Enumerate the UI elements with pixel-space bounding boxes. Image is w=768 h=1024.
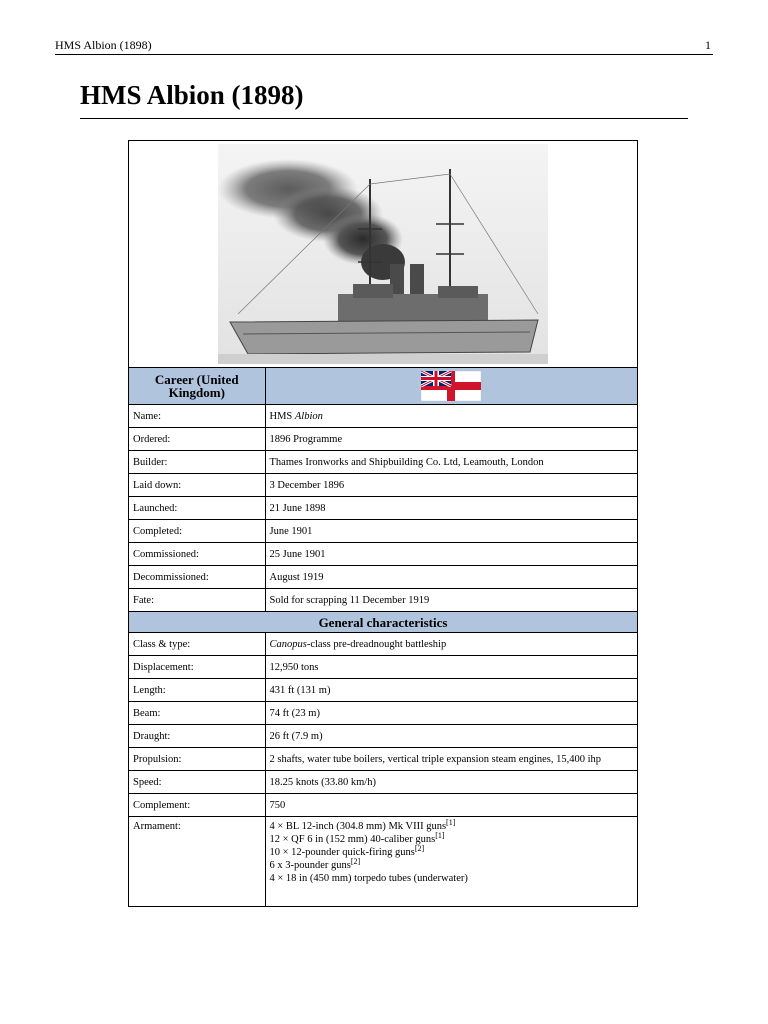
- armament-item-text: 10 × 12-pounder quick-firing guns: [269, 847, 415, 858]
- commissioned-label: Commissioned:: [129, 543, 265, 566]
- name-value: [265, 405, 637, 428]
- speed-label: Speed:: [129, 771, 265, 794]
- beam-label: Beam:: [129, 702, 265, 725]
- beam-row: [129, 702, 637, 725]
- armament-value: [265, 817, 637, 907]
- length-value: 431 ft (131 m): [265, 679, 637, 702]
- length-row: [129, 679, 637, 702]
- armament-item: [270, 833, 634, 846]
- armament-item: [270, 820, 634, 833]
- armament-item-text: 4 × 18 in (450 mm) torpedo tubes (underwater): [269, 873, 468, 884]
- ordered-label: Ordered:: [129, 428, 265, 451]
- complement-row: [129, 794, 637, 817]
- complement-label: Complement:: [129, 794, 265, 817]
- citation-link[interactable]: [2]: [414, 844, 425, 853]
- ship-photo-frame: [129, 141, 637, 368]
- completed-value: June 1901: [265, 520, 637, 543]
- decommissioned-value: August 1919: [265, 566, 637, 589]
- name-row: [129, 405, 637, 428]
- complement-value: 750: [265, 794, 637, 817]
- fate-value: Sold for scrapping 11 December 1919: [265, 589, 637, 612]
- armament-item-text: 4 × BL 12-inch (304.8 mm) Mk VIII guns: [269, 821, 447, 832]
- citation-link[interactable]: [1]: [435, 831, 445, 840]
- name-value-italic: Albion: [294, 410, 323, 422]
- armament-item-text: 6 x 3-pounder guns: [269, 860, 351, 871]
- name-value-prefix: HMS: [269, 410, 295, 422]
- completed-label: Completed:: [129, 520, 265, 543]
- armament-item: [270, 859, 634, 872]
- displacement-row: [129, 656, 637, 679]
- ship-infobox: [128, 140, 638, 907]
- armament-row: [129, 817, 637, 907]
- career-heading: Career (United Kingdom): [129, 368, 265, 405]
- launched-value: 21 June 1898: [265, 497, 637, 520]
- career-heading-row: [129, 368, 637, 405]
- armament-label: Armament:: [129, 817, 265, 907]
- draught-label: Draught:: [129, 725, 265, 748]
- infobox-table: [129, 368, 637, 906]
- decommissioned-label: Decommissioned:: [129, 566, 265, 589]
- beam-value: 74 ft (23 m): [265, 702, 637, 725]
- running-header-title: HMS Albion (1898): [55, 38, 152, 52]
- launched-row: [129, 497, 637, 520]
- fate-label: Fate:: [129, 589, 265, 612]
- propulsion-row: [129, 748, 637, 771]
- class-type-label: Class & type:: [129, 633, 265, 656]
- displacement-label: Displacement:: [129, 656, 265, 679]
- citation-link[interactable]: [2]: [350, 857, 361, 866]
- white-ensign-flag-icon: [421, 371, 481, 401]
- builder-label: Builder:: [129, 451, 265, 474]
- draught-value: 26 ft (7.9 m): [265, 725, 637, 748]
- running-header: [55, 38, 713, 55]
- general-heading: General characteristics: [129, 612, 637, 633]
- speed-row: [129, 771, 637, 794]
- citation-link[interactable]: [1]: [446, 818, 456, 827]
- completed-row: [129, 520, 637, 543]
- armament-item: [270, 872, 634, 885]
- class-type-value: [265, 633, 637, 656]
- name-label: Name:: [129, 405, 265, 428]
- builder-row: [129, 451, 637, 474]
- laid-down-value: 3 December 1896: [265, 474, 637, 497]
- decommissioned-row: [129, 566, 637, 589]
- ordered-value: 1896 Programme: [265, 428, 637, 451]
- draught-row: [129, 725, 637, 748]
- propulsion-label: Propulsion:: [129, 748, 265, 771]
- page-number: 1: [705, 38, 711, 52]
- ship-photo: [218, 144, 548, 364]
- length-label: Length:: [129, 679, 265, 702]
- fate-row: [129, 589, 637, 612]
- class-type-row: [129, 633, 637, 656]
- class-type-value-italic: Canopus: [269, 638, 307, 650]
- launched-label: Launched:: [129, 497, 265, 520]
- armament-item: [270, 846, 634, 859]
- laid-down-label: Laid down:: [129, 474, 265, 497]
- armament-list: [270, 820, 634, 885]
- armament-item-text: 12 × QF 6 in (152 mm) 40-caliber guns: [269, 834, 436, 845]
- class-type-value-suffix: -class pre-dreadnought battleship: [306, 638, 447, 650]
- commissioned-row: [129, 543, 637, 566]
- builder-value: Thames Ironworks and Shipbuilding Co. Ltd, Leamouth, London: [265, 451, 637, 474]
- displacement-value: 12,950 tons: [265, 656, 637, 679]
- title-divider: [80, 118, 688, 119]
- general-heading-row: [129, 612, 637, 633]
- page-title: HMS Albion (1898): [80, 80, 304, 110]
- ordered-row: [129, 428, 637, 451]
- propulsion-value: 2 shafts, water tube boilers, vertical triple expansion steam engines, 15,400 ihp: [265, 748, 637, 771]
- flag-cell: [265, 368, 637, 405]
- speed-value: 18.25 knots (33.80 km/h): [265, 771, 637, 794]
- laid-down-row: [129, 474, 637, 497]
- commissioned-value: 25 June 1901: [265, 543, 637, 566]
